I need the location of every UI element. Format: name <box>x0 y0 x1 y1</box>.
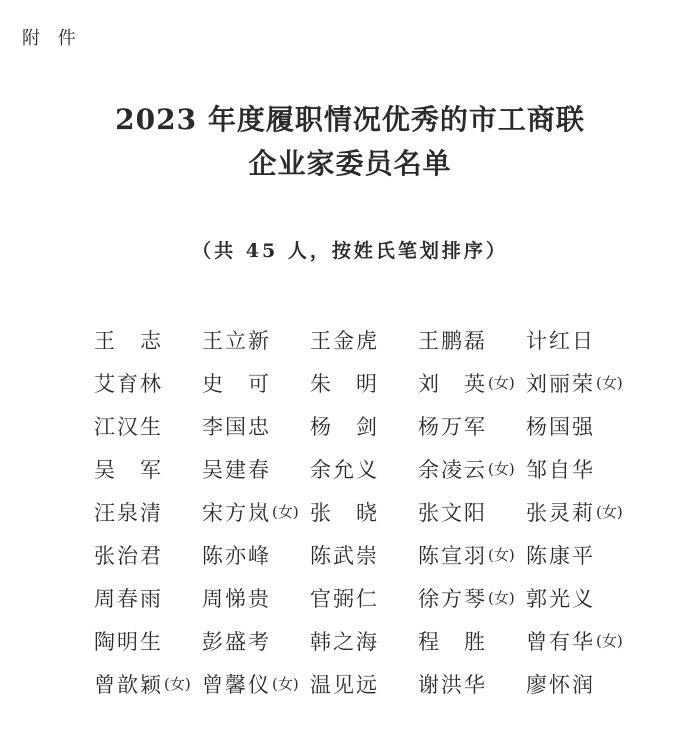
member-name: 张灵莉 <box>526 500 595 525</box>
document-title <box>0 98 700 186</box>
member-name: 王金虎 <box>310 328 379 353</box>
list-item <box>310 490 418 533</box>
member-name: 曾有华 <box>526 629 595 654</box>
list-item <box>202 662 310 705</box>
gender-tag: (女) <box>272 675 299 693</box>
member-name: 曾歆颖 <box>94 672 163 697</box>
list-item <box>202 533 310 576</box>
member-name: 李国忠 <box>202 414 271 439</box>
list-item <box>94 619 202 662</box>
member-name: 张治君 <box>94 543 163 568</box>
member-name: 朱 明 <box>310 371 379 396</box>
list-item <box>418 404 526 447</box>
gender-tag: (女) <box>596 632 623 650</box>
member-name: 曾馨仪 <box>202 672 271 697</box>
list-item <box>94 361 202 404</box>
member-name: 陈宣羽 <box>418 543 487 568</box>
list-item <box>418 447 526 490</box>
gender-tag: (女) <box>164 675 191 693</box>
member-name: 周春雨 <box>94 586 163 611</box>
list-item <box>418 533 526 576</box>
member-name: 徐方琴 <box>418 586 487 611</box>
list-item <box>418 318 526 361</box>
gender-tag: (女) <box>596 374 623 392</box>
list-item <box>310 576 418 619</box>
list-item <box>526 619 654 662</box>
member-name: 程 胜 <box>418 629 487 654</box>
list-item <box>202 404 310 447</box>
member-name: 陈武崇 <box>310 543 379 568</box>
list-item <box>310 447 418 490</box>
member-name: 刘丽荣 <box>526 371 595 396</box>
member-name: 宋方岚 <box>202 500 271 525</box>
list-item <box>94 662 202 705</box>
member-name: 韩之海 <box>310 629 379 654</box>
gender-tag: (女) <box>488 546 515 564</box>
title-line-1: 2023 年度履职情况优秀的市工商联 <box>115 103 585 136</box>
member-name: 张 晓 <box>310 500 379 525</box>
list-item <box>94 404 202 447</box>
member-name: 史 可 <box>202 371 271 396</box>
list-item <box>526 490 654 533</box>
list-item <box>94 490 202 533</box>
list-item <box>526 447 654 490</box>
list-item <box>202 490 310 533</box>
list-item <box>310 533 418 576</box>
member-name: 陶明生 <box>94 629 163 654</box>
member-name: 彭盛考 <box>202 629 271 654</box>
list-item <box>310 662 418 705</box>
list-item <box>202 619 310 662</box>
member-name: 温见远 <box>310 672 379 697</box>
list-item <box>526 533 654 576</box>
member-name: 郭光义 <box>526 586 595 611</box>
member-name: 杨国强 <box>526 414 595 439</box>
list-item <box>310 318 418 361</box>
name-list <box>94 318 654 705</box>
member-name: 吴 军 <box>94 457 163 482</box>
member-name: 艾育林 <box>94 371 163 396</box>
member-name: 吴建春 <box>202 457 271 482</box>
member-name: 刘 英 <box>418 371 487 396</box>
list-item <box>310 619 418 662</box>
member-name: 余凌云 <box>418 457 487 482</box>
gender-tag: (女) <box>272 503 299 521</box>
list-item <box>418 619 526 662</box>
list-item <box>526 318 654 361</box>
member-name: 周悌贵 <box>202 586 271 611</box>
member-name: 王立新 <box>202 328 271 353</box>
gender-tag: (女) <box>488 374 515 392</box>
list-item <box>202 318 310 361</box>
member-name: 汪泉清 <box>94 500 163 525</box>
list-item <box>418 490 526 533</box>
list-item <box>418 361 526 404</box>
attachment-label: 附 件 <box>22 28 82 49</box>
gender-tag: (女) <box>596 503 623 521</box>
title-line-2: 企业家委员名单 <box>248 147 452 180</box>
member-name: 廖怀润 <box>526 672 595 697</box>
list-item <box>94 533 202 576</box>
member-name: 张文阳 <box>418 500 487 525</box>
list-item <box>94 576 202 619</box>
member-name: 王 志 <box>94 328 163 353</box>
member-name: 江汉生 <box>94 414 163 439</box>
member-name: 杨 剑 <box>310 414 379 439</box>
list-item <box>94 447 202 490</box>
list-item <box>526 576 654 619</box>
member-name: 谢洪华 <box>418 672 487 697</box>
gender-tag: (女) <box>488 460 515 478</box>
list-item <box>202 361 310 404</box>
member-name: 官弼仁 <box>310 586 379 611</box>
list-item <box>526 404 654 447</box>
gender-tag: (女) <box>488 589 515 607</box>
member-name: 陈康平 <box>526 543 595 568</box>
list-item <box>202 576 310 619</box>
member-name: 杨万军 <box>418 414 487 439</box>
member-name: 计红日 <box>526 328 595 353</box>
list-item <box>94 318 202 361</box>
list-item <box>310 404 418 447</box>
list-item <box>418 576 526 619</box>
member-name: 陈亦峰 <box>202 543 271 568</box>
list-item <box>526 662 654 705</box>
member-name: 王鹏磊 <box>418 328 487 353</box>
list-item <box>310 361 418 404</box>
list-item <box>202 447 310 490</box>
list-item <box>418 662 526 705</box>
document-subtitle: （共 45 人，按姓氏笔划排序） <box>192 240 508 262</box>
member-name: 余允义 <box>310 457 379 482</box>
member-name: 邹自华 <box>526 457 595 482</box>
list-item <box>526 361 654 404</box>
